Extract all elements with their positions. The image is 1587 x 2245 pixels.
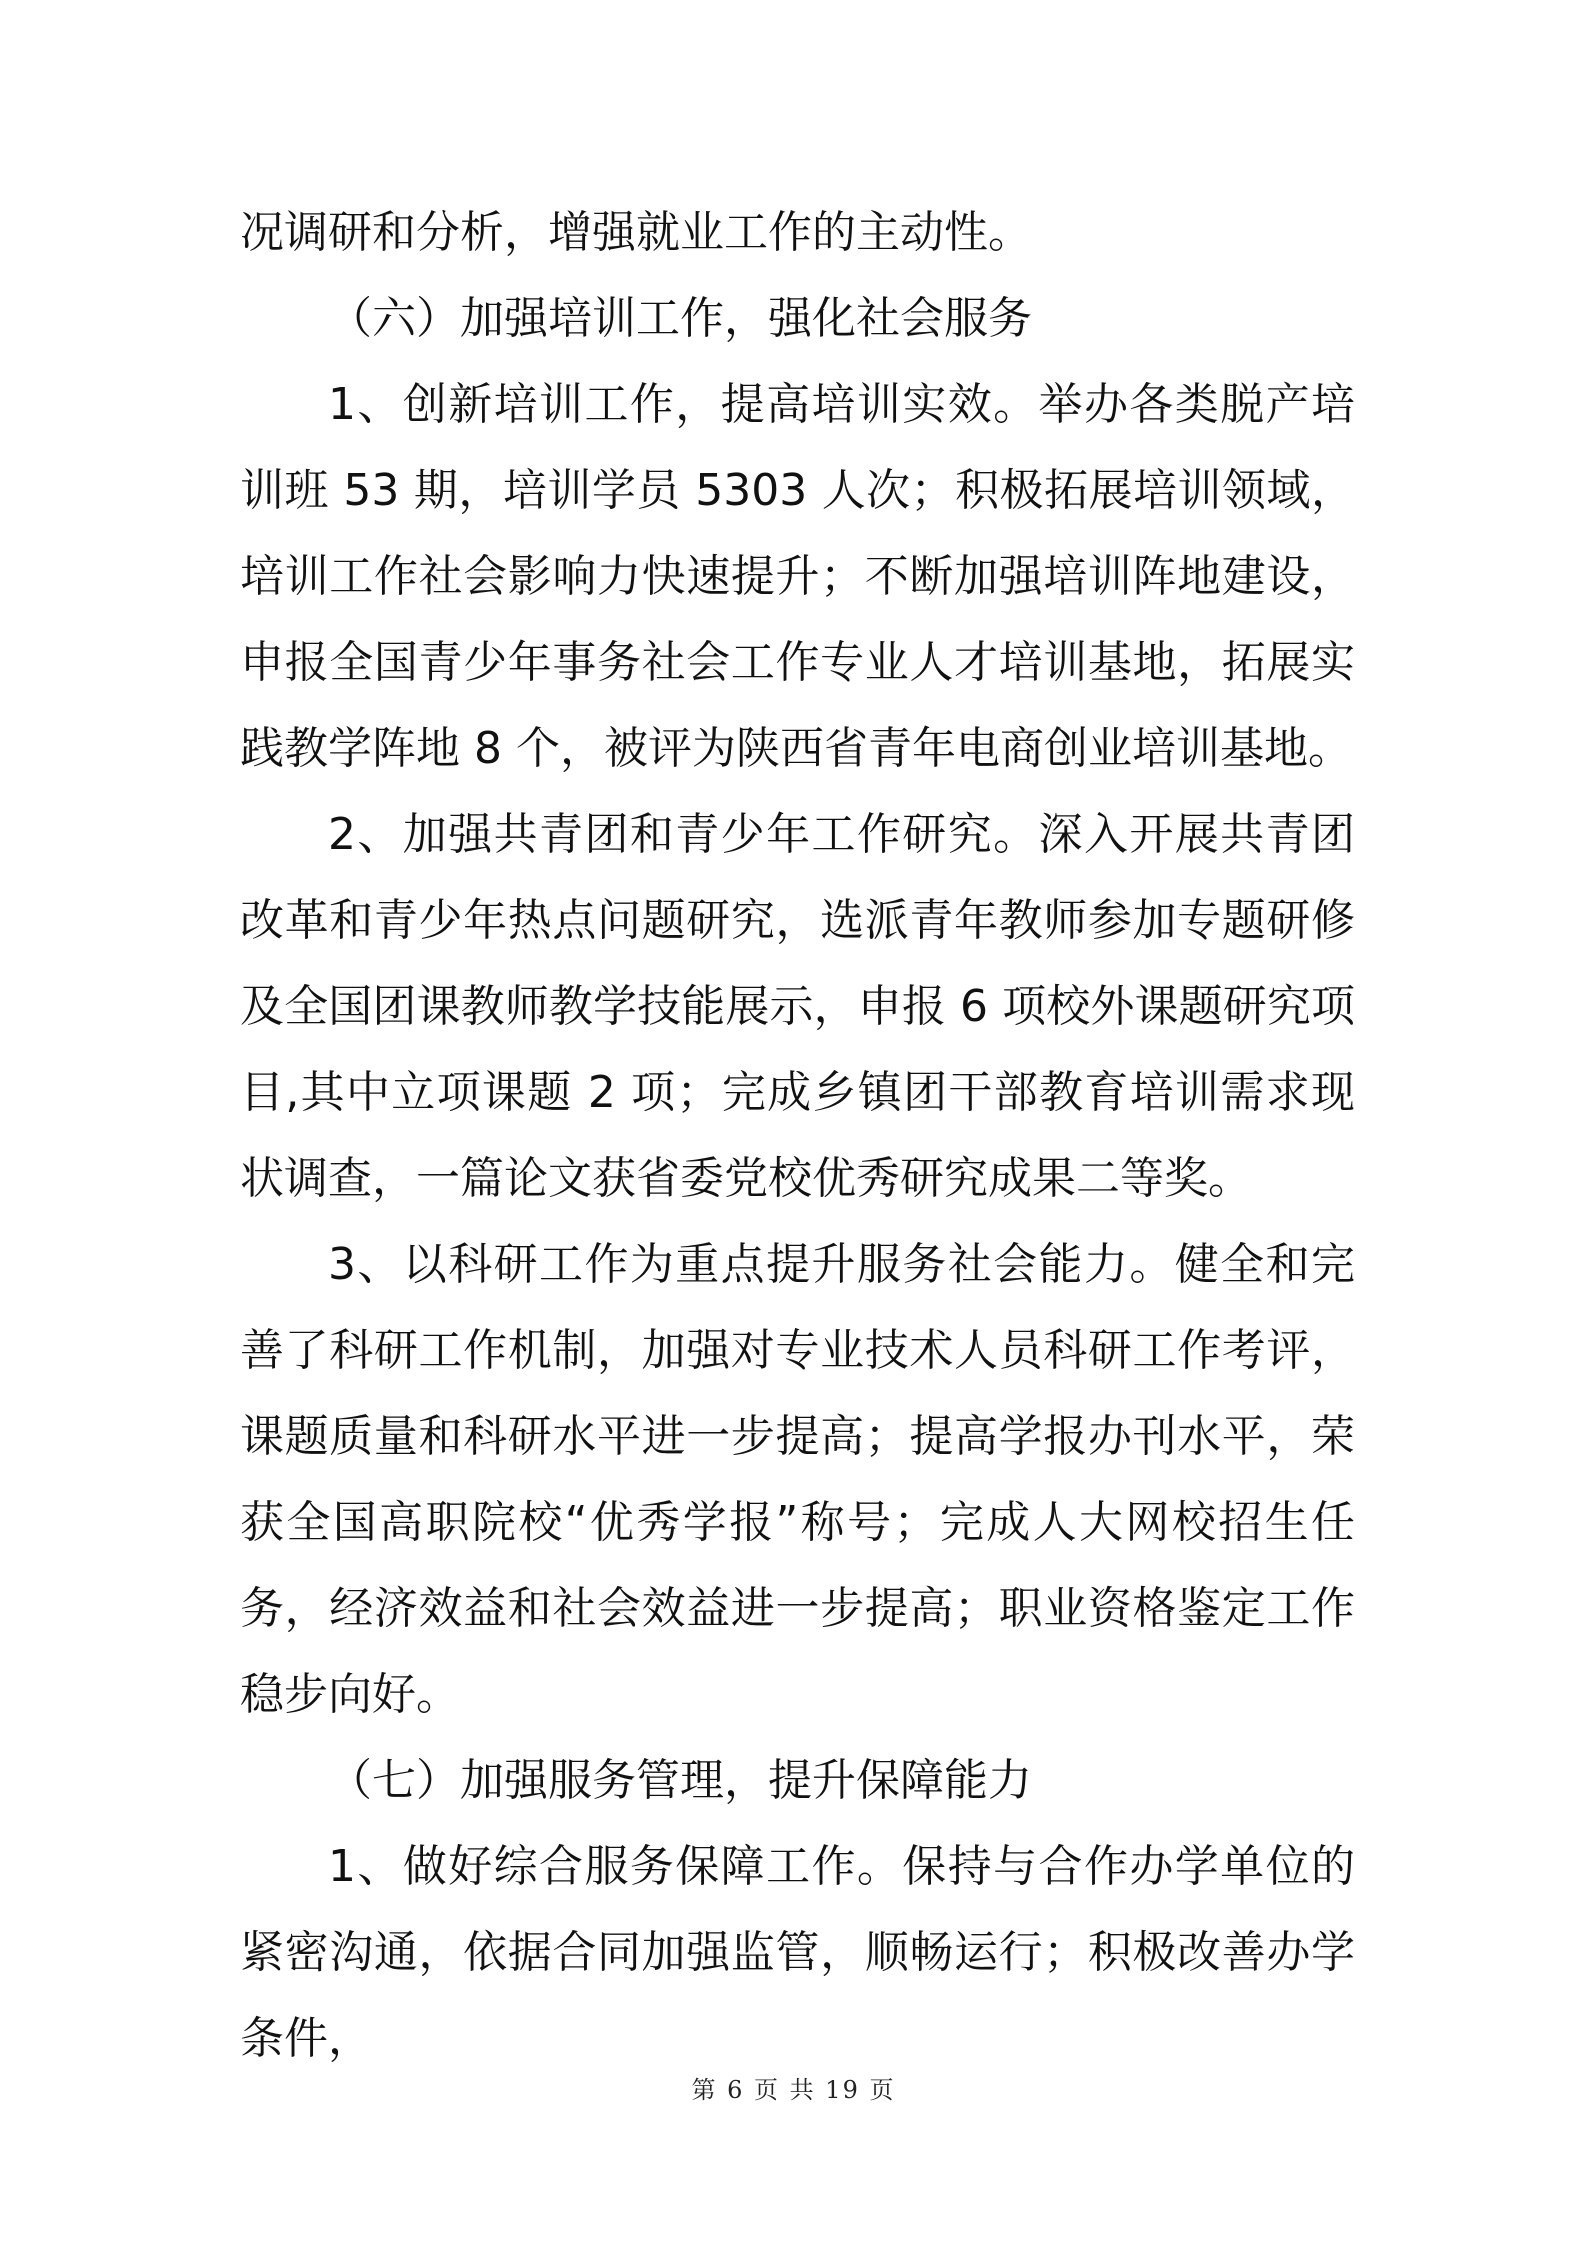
paragraph-training: 1、创新培训工作，提高培训实效。举办各类脱产培训班 53 期，培训学员 5303 人次；积极拓展培训领域，培训工作社会影响力快速提升；不断加强培训阵地建设，申报全国青少年事务社会工作专业人才培训基地，拓展实践教学阵地 8 个，被评为陕西省青年电商创业培训基地。 (240, 379, 1355, 774)
paragraph-service-support: 1、做好综合服务保障工作。保持与合作办学单位的紧密沟通，依据合同加强监管，顺畅运行；积极改善办学条件， (240, 1841, 1355, 2064)
page-number-footer: 第 6 页 共 19 页 (691, 2076, 896, 2104)
section-heading-six: （六）加强培训工作，强化社会服务 (328, 293, 1032, 344)
paragraph-research: 2、加强共青团和青少年工作研究。深入开展共青团改革和青少年热点问题研究，选派青年教师参加专题研修及全国团课教师教学技能展示，申报 6 项校外课题研究项目,其中立项课题 2 项；完成乡镇团干部教育培训需求现状调查，一篇论文获省委党校优秀研究成果二等奖。 (240, 809, 1355, 1204)
paragraph-scientific-research: 3、以科研工作为重点提升服务社会能力。健全和完善了科研工作机制，加强对专业技术人员科研工作考评，课题质量和科研水平进一步提高；提高学报办刊水平，荣获全国高职院校“优秀学报”称号；完成人大网校招生任务，经济效益和社会效益进一步提高；职业资格鉴定工作稳步向好。 (240, 1239, 1355, 1720)
document-body (240, 190, 1355, 2082)
section-heading-seven: （七）加强服务管理，提升保障能力 (328, 1755, 1032, 1806)
paragraph-continuation: 况调研和分析，增强就业工作的主动性。 (240, 207, 1032, 258)
